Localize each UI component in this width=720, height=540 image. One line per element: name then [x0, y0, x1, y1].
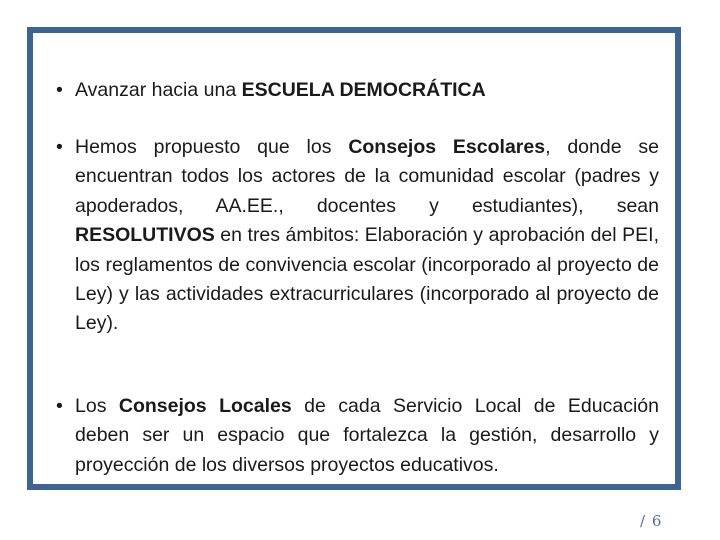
bullet-item: [51, 392, 659, 480]
bullet-dot: •: [56, 79, 63, 101]
bullet-text: [75, 136, 659, 334]
text-run-bold: ESCUELA DEMOCRÁTICA: [241, 79, 486, 101]
text-run-bold: Consejos Locales: [118, 395, 292, 417]
text-run: Avanzar hacia una: [75, 79, 242, 101]
page-number: / 6: [640, 512, 663, 530]
bullet-text: [75, 395, 659, 476]
text-run: , donde se encuentran todos los actores de la comunidad escolar (padres y apoderados, AA.EE., docentes y estudiantes), sean: [75, 136, 659, 217]
text-run: Los: [75, 395, 119, 417]
text-run-bold: Consejos Escolares: [348, 136, 546, 158]
bullet-text: [75, 79, 486, 101]
bullet-dot: •: [56, 395, 63, 417]
bullet-item: [51, 133, 659, 339]
bullet-dot: •: [56, 136, 63, 158]
text-run: en tres ámbitos: Elaboración y aprobación del PEI, los reglamentos de convivencia escolar (incorporado al proyecto de Ley) y las actividades extracurriculares (incorporado al proyecto de Ley).: [75, 224, 659, 335]
text-run: Hemos propuesto que los: [75, 136, 349, 158]
bullet-item: [51, 76, 659, 105]
text-run: de cada Servicio Local de Educación deben ser un espacio que fortalezca la gestión, desarrollo y proyección de los diversos proyectos educativos.: [75, 395, 659, 476]
text-run-bold: RESOLUTIVOS: [75, 224, 215, 247]
